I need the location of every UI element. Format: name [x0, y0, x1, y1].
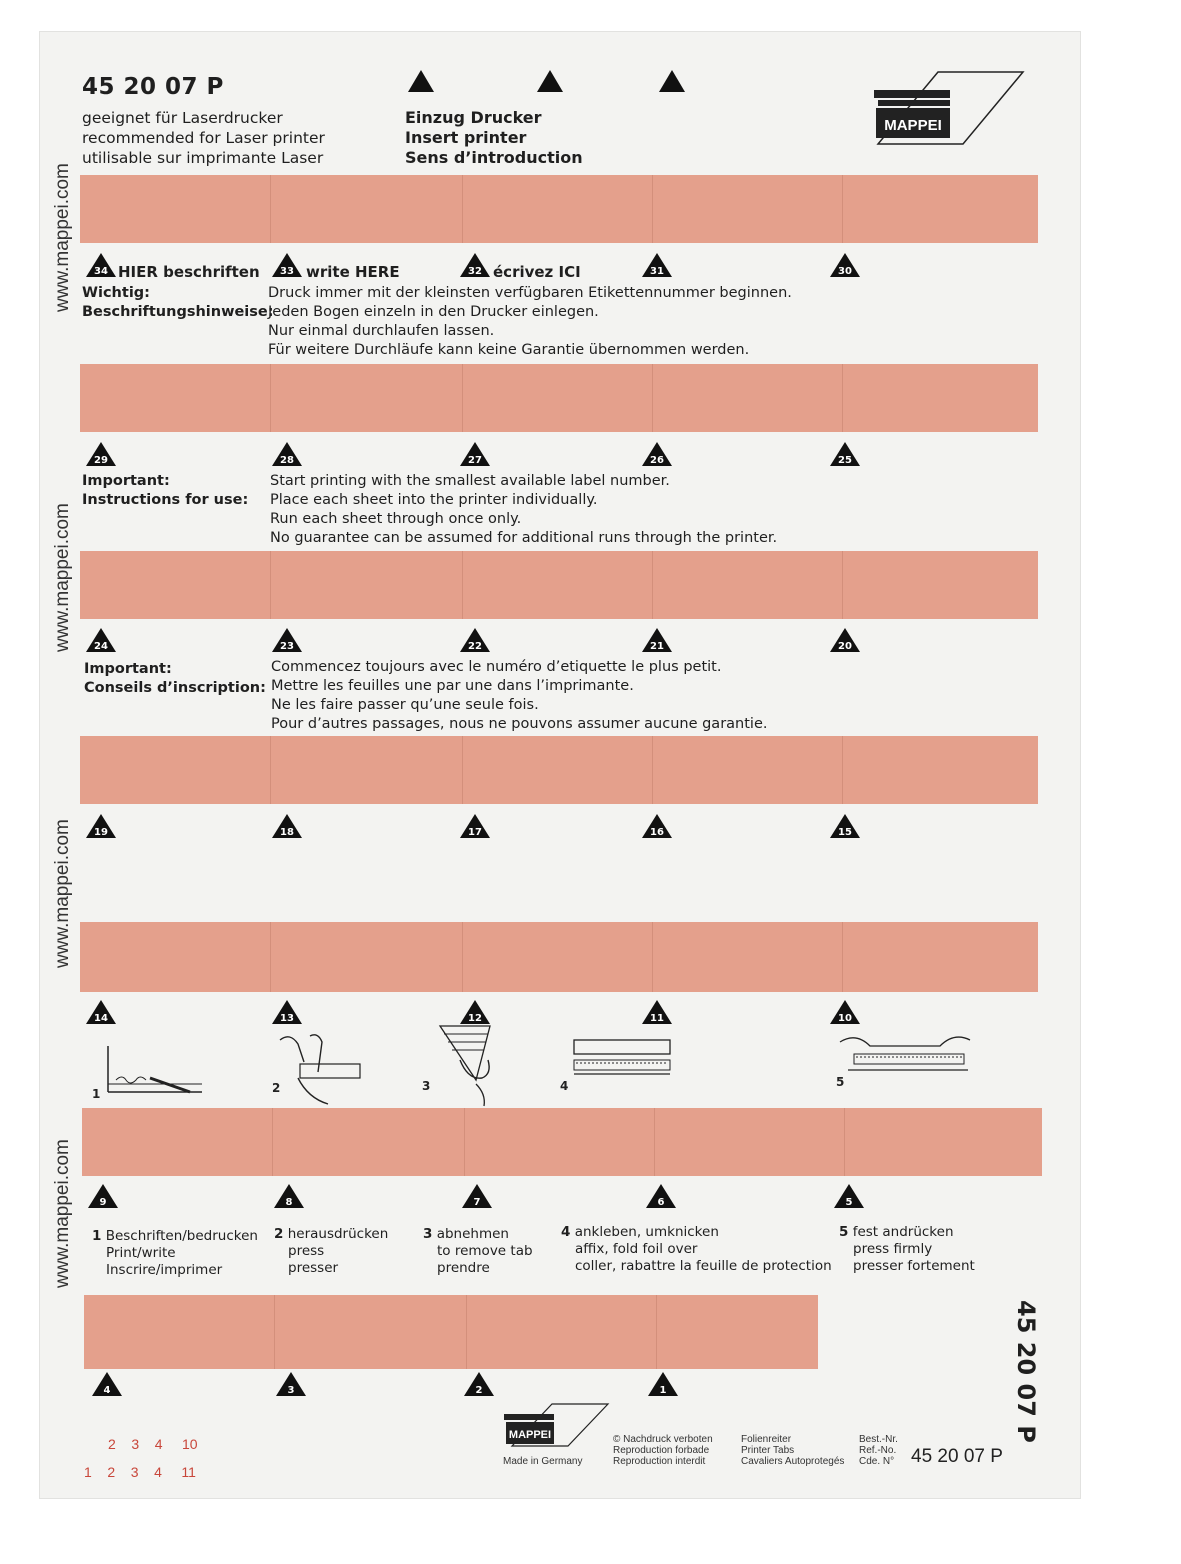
instr-line: Nur einmal durchlaufen lassen.: [268, 323, 495, 339]
label-number: 10: [838, 1013, 852, 1024]
svg-text:3: 3: [422, 1079, 431, 1093]
step-line: press firmly: [853, 1241, 933, 1257]
copyright-line: Reproduction forbade: [613, 1445, 710, 1456]
feed-arrow-icon: [408, 70, 434, 92]
instr-label: Conseils d’inscription:: [84, 680, 266, 696]
instr-line: Run each sheet through once only.: [270, 511, 522, 527]
instructions-de-labels: [82, 284, 274, 322]
label-number: 18: [280, 827, 294, 838]
svg-text:2: 2: [272, 1081, 281, 1095]
label-number: 29: [94, 455, 108, 466]
mappei-logo: [868, 64, 1028, 154]
label-number: 22: [468, 641, 482, 652]
instr-line: Mettre les feuilles une par une dans l’imprimante.: [271, 678, 634, 694]
svg-text:5: 5: [836, 1075, 845, 1089]
label-number-marker: [272, 1000, 302, 1024]
step-line: Beschriften/bedrucken: [105, 1228, 258, 1244]
tab-strip: [80, 736, 1038, 804]
copyright-notice: [613, 1434, 713, 1467]
red-number: 10: [181, 1436, 198, 1452]
label-number-marker: [272, 253, 302, 277]
label-number-marker: [460, 442, 490, 466]
red-number: 3: [130, 1464, 139, 1480]
red-numbers-top: [108, 1436, 198, 1452]
red-number: 2: [107, 1464, 116, 1480]
label-number-marker: [86, 1000, 116, 1024]
write-here-en: write HERE: [306, 263, 400, 281]
step-number: 2: [274, 1226, 284, 1242]
label-number: 25: [838, 455, 852, 466]
tab-strip: [80, 364, 1038, 432]
label-number-marker: [464, 1372, 494, 1396]
label-number-marker: [642, 628, 672, 652]
step-3-illustration: [420, 1020, 510, 1114]
laser-suitability: [82, 108, 325, 168]
label-number-marker: [88, 1184, 118, 1208]
label-number: 21: [650, 641, 664, 652]
suitability-de: geeignet für Laserdrucker: [82, 109, 283, 127]
insert-en: Insert printer: [405, 128, 527, 147]
label-number: 4: [103, 1385, 111, 1396]
instructions-en: [270, 472, 777, 548]
insert-fr: Sens d’introduction: [405, 148, 583, 167]
product-type: [741, 1434, 844, 1467]
label-number: 34: [94, 266, 108, 277]
website-text: www.mappei.com: [52, 1139, 73, 1288]
instr-label: Instructions for use:: [82, 492, 249, 508]
instr-label: Important:: [84, 661, 172, 677]
label-number: 20: [838, 641, 852, 652]
instructions-en-labels: [82, 472, 248, 510]
instr-line: Druck immer mit der kleinsten verfügbaren Etikettennummer beginnen.: [268, 285, 792, 301]
step-4-text: [561, 1224, 832, 1275]
copyright-line: © Nachdruck verboten: [613, 1434, 713, 1445]
footer-product-code: 45 20 07 P: [911, 1446, 1003, 1467]
instr-line: Jeden Bogen einzeln in den Drucker einlegen.: [268, 304, 599, 320]
label-number: 24: [94, 641, 108, 652]
red-number: 3: [131, 1436, 140, 1452]
label-number-marker: [86, 814, 116, 838]
step-line: abnehmen: [436, 1226, 509, 1242]
label-number-marker: [276, 1372, 306, 1396]
ref-line: Cde. N°: [859, 1456, 895, 1467]
label-number: 3: [287, 1385, 295, 1396]
label-number: 14: [94, 1013, 108, 1024]
insert-direction: [405, 108, 583, 168]
step-line: ankleben, umknicken: [574, 1224, 719, 1240]
vertical-product-code: 45 20 07 P: [1012, 1300, 1040, 1443]
label-number: 8: [285, 1197, 293, 1208]
label-number-marker: [460, 814, 490, 838]
instr-line: Für weitere Durchläufe kann keine Garantie übernommen werden.: [268, 342, 750, 358]
svg-text:1: 1: [92, 1087, 101, 1100]
label-number: 17: [468, 827, 482, 838]
svg-text:4: 4: [560, 1079, 569, 1093]
label-number: 15: [838, 827, 852, 838]
instr-line: Pour d’autres passages, nous ne pouvons assumer aucune garantie.: [271, 716, 768, 732]
step-line: herausdrücken: [287, 1226, 389, 1242]
instructions-fr-labels: [84, 660, 266, 698]
instr-label: Wichtig:: [82, 285, 150, 301]
step-number: 5: [839, 1224, 849, 1240]
label-number-marker: [646, 1184, 676, 1208]
suitability-en: recommended for Laser printer: [82, 129, 325, 147]
label-number-marker: [460, 628, 490, 652]
instructions-de: [268, 284, 792, 360]
label-number: 23: [280, 641, 294, 652]
label-number: 13: [280, 1013, 294, 1024]
label-number-marker: [272, 628, 302, 652]
label-number: 30: [838, 266, 852, 277]
step-number: 1: [92, 1228, 102, 1244]
step-2-text: [274, 1226, 388, 1277]
feed-arrow-icon: [659, 70, 685, 92]
label-number-marker: [834, 1184, 864, 1208]
label-number-marker: [830, 628, 860, 652]
label-number: 33: [280, 266, 294, 277]
label-number: 26: [650, 455, 664, 466]
step-line: coller, rabattre la feuille de protection: [575, 1258, 832, 1274]
step-2-illustration: [270, 1030, 370, 1114]
step-line: Print/write: [106, 1245, 176, 1261]
label-number: 19: [94, 827, 108, 838]
label-number-marker: [830, 442, 860, 466]
label-number-marker: [92, 1372, 122, 1396]
instr-label: Beschriftungshinweise:: [82, 304, 274, 320]
made-in: Made in Germany: [503, 1456, 583, 1467]
brand-name: MAPPEI: [508, 1429, 552, 1441]
insert-de: Einzug Drucker: [405, 108, 542, 127]
label-number-marker: [642, 253, 672, 277]
label-number-marker: [86, 628, 116, 652]
label-number-marker: [272, 814, 302, 838]
write-here-de: HIER beschriften: [118, 263, 260, 281]
copyright-line: Reproduction interdit: [613, 1456, 706, 1467]
label-number: 2: [475, 1385, 483, 1396]
step-1-illustration: [90, 1040, 210, 1104]
tab-strip: [80, 922, 1038, 992]
label-number-marker: [642, 442, 672, 466]
label-number: 5: [845, 1197, 853, 1208]
red-number: 4: [154, 1436, 163, 1452]
step-line: Inscrire/imprimer: [106, 1262, 223, 1278]
step-5-text: [839, 1224, 975, 1275]
label-number-marker: [648, 1372, 678, 1396]
tab-strip: [80, 551, 1038, 619]
instr-line: Place each sheet into the printer individually.: [270, 492, 598, 508]
ref-line: Best.-Nr.: [859, 1434, 898, 1445]
label-number: 28: [280, 455, 294, 466]
instructions-fr: [271, 658, 767, 734]
feed-arrow-icon: [537, 70, 563, 92]
website-text: www.mappei.com: [52, 819, 73, 968]
step-line: fest andrücken: [852, 1224, 954, 1240]
label-number: 32: [468, 266, 482, 277]
label-number: 6: [657, 1197, 665, 1208]
ref-line: Ref.-No.: [859, 1445, 897, 1456]
step-line: affix, fold foil over: [575, 1241, 698, 1257]
label-number-marker: [642, 1000, 672, 1024]
label-number-marker: [460, 253, 490, 277]
step-line: press: [288, 1243, 325, 1259]
red-number: 11: [181, 1464, 196, 1480]
label-number-marker: [274, 1184, 304, 1208]
tab-strip: [80, 175, 1038, 243]
brand-name: MAPPEI: [884, 117, 942, 134]
instr-line: Commencez toujours avec le numéro d’etiquette le plus petit.: [271, 659, 722, 675]
step-3-text: [423, 1226, 533, 1277]
label-number: 1: [659, 1385, 667, 1396]
label-number: 11: [650, 1013, 664, 1024]
mappei-footer-logo: [502, 1400, 612, 1460]
label-number-marker: [86, 442, 116, 466]
red-number: 4: [154, 1464, 162, 1480]
label-number: 9: [99, 1197, 107, 1208]
step-1-text: [92, 1228, 258, 1279]
instr-line: No guarantee can be assumed for additional runs through the printer.: [270, 530, 778, 546]
red-number: 2: [108, 1436, 116, 1452]
product-line: Printer Tabs: [741, 1445, 795, 1456]
label-number-marker: [642, 814, 672, 838]
label-number: 31: [650, 266, 664, 277]
label-number: 7: [473, 1197, 481, 1208]
red-numbers-bottom: [84, 1464, 196, 1480]
label-number-marker: [830, 814, 860, 838]
step-5-illustration: [834, 1026, 974, 1096]
label-number: 27: [468, 455, 482, 466]
step-line: prendre: [437, 1260, 490, 1276]
product-line: Cavaliers Autoprotegés: [741, 1456, 845, 1467]
label-number: 16: [650, 827, 664, 838]
red-number: 1: [84, 1464, 92, 1480]
instr-line: Start printing with the smallest available label number.: [270, 473, 670, 489]
label-number-marker: [86, 253, 116, 277]
label-number-marker: [830, 1000, 860, 1024]
step-line: presser fortement: [853, 1258, 975, 1274]
step-number: 4: [561, 1224, 571, 1240]
step-number: 3: [423, 1226, 433, 1242]
step-4-illustration: [558, 1030, 678, 1100]
label-number-marker: [462, 1184, 492, 1208]
website-text: www.mappei.com: [52, 503, 73, 652]
product-code: 45 20 07 P: [82, 74, 224, 100]
label-number-marker: [272, 442, 302, 466]
label-number-marker: [830, 253, 860, 277]
write-here-fr: écrivez ICI: [493, 263, 581, 281]
suitability-fr: utilisable sur imprimante Laser: [82, 149, 324, 167]
step-line: to remove tab: [437, 1243, 533, 1259]
tab-strip: [82, 1108, 1042, 1176]
product-line: Folienreiter: [741, 1434, 792, 1445]
label-number: 12: [468, 1013, 482, 1024]
instr-line: Ne les faire passer qu’une seule fois.: [271, 697, 539, 713]
tab-strip: [84, 1295, 818, 1369]
step-line: presser: [288, 1260, 339, 1276]
instr-label: Important:: [82, 473, 170, 489]
order-refs: [859, 1434, 898, 1467]
website-text: www.mappei.com: [52, 163, 73, 312]
